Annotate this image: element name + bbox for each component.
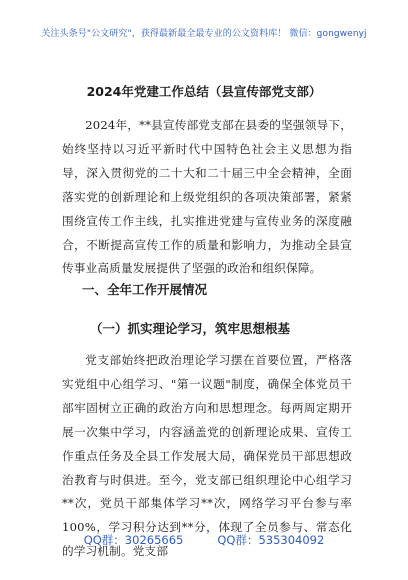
qq-group-2: QQ群：535304092 bbox=[217, 533, 325, 547]
header-banner: 关注头条号"公文研究"，获得最新最全最专业的公文资料库！ 微信：gongwenyj bbox=[41, 29, 367, 39]
document-title: 2024年党建工作总结（县宣传部党支部） bbox=[86, 84, 322, 99]
intro-paragraph: 2024年，**县宣传部党支部在县委的坚强领导下，始终坚持以习近平新时代中国特色社会主义思想为指导，深入贯彻党的二十大和二十届三中全会精神，全面落实党的创新理论和上级党组织的各项决策部署，紧紧围绕宣传工作主线，扎实推进党建与宣传业务的深度融合，不断提高宣传工作的质量和影响力，为推动全县宣传事业高质量发展提供了坚强的政治和组织保障。 bbox=[62, 118, 352, 276]
footer-contact bbox=[0, 532, 408, 548]
section-heading: 一、全年工作开展情况 bbox=[82, 282, 208, 297]
subsection-heading: （一）抓实理论学习，筑牢思想根基 bbox=[90, 321, 291, 336]
qq-group-1: QQ群：30265665 bbox=[83, 533, 184, 547]
body-paragraph: 党支部始终把政治理论学习摆在首要位置，严格落实党组中心组学习、"第一议题"制度，确保全体党员干部牢固树立正确的政治方向和思想理念。每两周定期开展一次集中学习，内容涵盖党的创新理论成果、宣传工作重点任务及全县工作发展大局，确保党员干部思想政治教育与时俱进。至今，党支部已组织理论中心组学习**次，党员干部集体学习**次，网络学习平台参与率100%，学习积分达到**分，体现了全员参与、常态化的学习机制。党支部 bbox=[62, 353, 352, 559]
